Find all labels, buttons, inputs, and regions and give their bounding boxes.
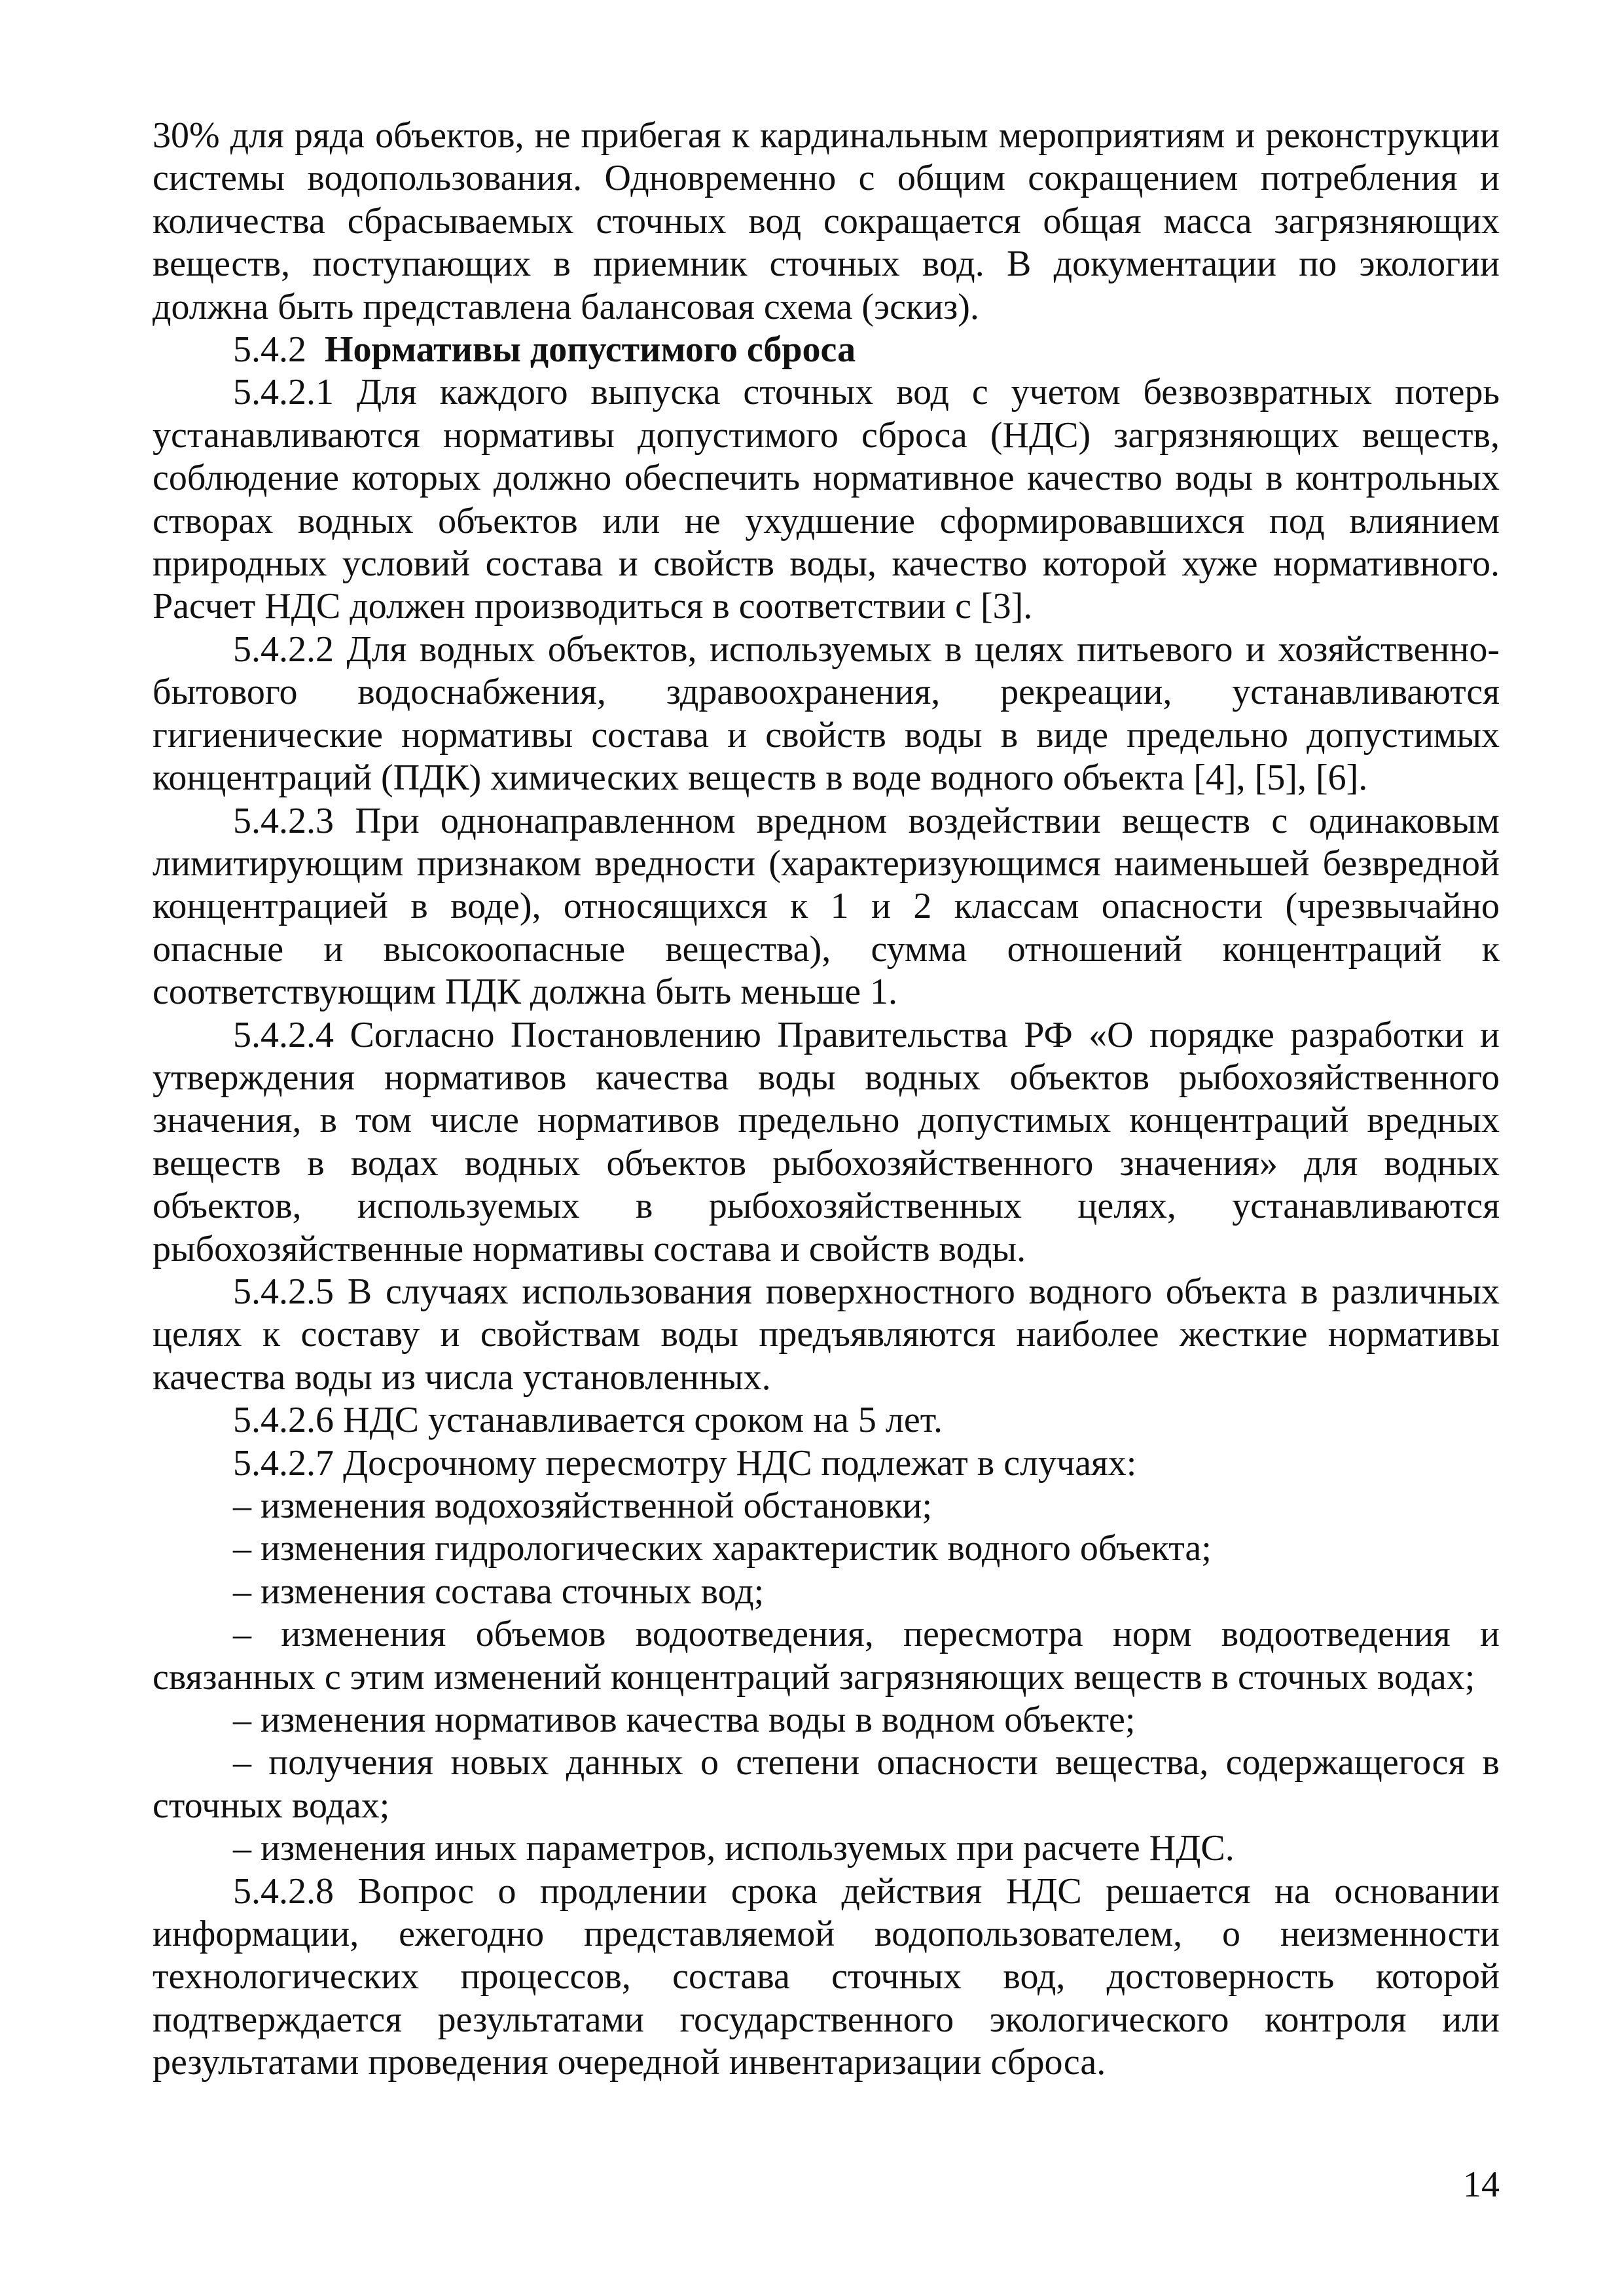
clause-text: НДС устанавливается сроком на 5 лет. — [343, 1400, 943, 1441]
clause-number: 5.4.2.2 — [233, 629, 334, 670]
list-item: – изменения состава сточных вод; — [233, 1571, 765, 1612]
clause-5-4-2-7 — [153, 1442, 1500, 1485]
clause-number: 5.4.2.5 — [233, 1271, 334, 1312]
clause-number: 5.4.2.6 — [233, 1400, 334, 1441]
list-item: – изменения водохозяйственной обстановки; — [233, 1485, 933, 1526]
list-item: – получения новых данных о степени опасности вещества, содержащегося в сточных водах; — [153, 1742, 1500, 1826]
document-page — [153, 115, 1500, 2085]
clause-text: Для водных объектов, используемых в целях питьевого и хозяйственно-бытового водоснабжения, здравоохранения, рекреации, устанавливаются гигиенические нормативы состава и свойств воды в виде предельно допустимых концентраций (ПДК) химических веществ в воде водного объекта [4], [5], [6]. — [153, 629, 1500, 799]
clause-text: Для каждого выпуска сточных вод с учетом безвозвратных потерь устанавливаются нормативы допустимого сброса (НДС) загрязняющих веществ, соблюдение которых должно обеспечить нормативное качество воды в контрольных створах водных объектов или не ухудшение сформировавшихся под влиянием природных условий состава и свойств воды, качество которой хуже нормативного. Расчет НДС должен производиться в соответствии с [3]. — [153, 372, 1500, 627]
section-title: Нормативы допустимого сброса — [325, 329, 856, 371]
clause-number: 5.4.2.8 — [233, 1870, 334, 1912]
clause-5-4-2-5 — [153, 1271, 1500, 1399]
clause-text: Вопрос о продлении срока действия НДС решается на основании информации, ежегодно представляемой водопользователем, о неизменности технологических процессов, состава сточных вод, достоверность которой подтверждается результатами государственного экологического контроля или результатами проведения очередной инвентаризации сброса. — [153, 1870, 1500, 2083]
clause-text: Досрочному пересмотру НДС подлежат в случаях: — [343, 1442, 1137, 1484]
clause-number: 5.4.2.7 — [233, 1442, 334, 1484]
clause-number: 5.4.2.3 — [233, 800, 334, 841]
clause-5-4-2-6 — [153, 1399, 1500, 1442]
section-number: 5.4.2 — [233, 329, 306, 371]
clause-5-4-2-8 — [153, 1870, 1500, 2085]
list-item: – изменения нормативов качества воды в водном объекте; — [233, 1700, 1136, 1741]
clause-text: При однонаправленном вредном воздействии веществ с одинаковым лимитирующим признаком вредности (характеризующимся наименьшей безвредной концентрацией в воде), относящихся к 1 и 2 классам опасности (чрезвычайно опасные и высокоопасные вещества), сумма отношений концентраций к соответствующим ПДК должна быть меньше 1. — [153, 800, 1500, 1013]
section-heading — [153, 329, 1500, 371]
clause-text: В случаях использования поверхностного водного объекта в различных целях к составу и свойствам воды предъявляются наиболее жесткие нормативы качества воды из числа установленных. — [153, 1271, 1500, 1398]
clause-5-4-2-2 — [153, 629, 1500, 800]
page-number: 14 — [1463, 2164, 1500, 2205]
clause-5-4-2-1 — [153, 371, 1500, 628]
clause-5-4-2-3 — [153, 800, 1500, 1014]
clause-text: Согласно Постановлению Правительства РФ «О порядке разработки и утверждения нормативов качества воды водных объектов рыбохозяйственного значения, в том числе нормативов предельно допустимых концентраций вредных веществ в водах водных объектов рыбохозяйственного значения» для водных объектов, используемых в рыбохозяйственных целях, устанавливаются рыбохозяйственные нормативы состава и свойств воды. — [153, 1014, 1500, 1269]
list-item: – изменения иных параметров, используемых при расчете НДС. — [233, 1828, 1235, 1869]
list-item: – изменения гидрологических характеристик водного объекта; — [233, 1528, 1212, 1569]
list-item: – изменения объемов водоотведения, пересмотра норм водоотведения и связанных с этим изменений концентраций загрязняющих веществ в сточных водах; — [153, 1614, 1500, 1698]
clause-5-4-2-4 — [153, 1014, 1500, 1271]
paragraph-continuation: 30% для ряда объектов, не прибегая к кардинальным мероприятиям и реконструкции системы водопользования. Одновременно с общим сокращением потребления и количества сбрасываемых сточных вод сокращается общая масса загрязняющих веществ, поступающих в приемник сточных вод. В документации по экологии должна быть представлена балансовая схема (эскиз). — [153, 115, 1500, 327]
clause-number: 5.4.2.1 — [233, 372, 334, 413]
clause-number: 5.4.2.4 — [233, 1014, 334, 1055]
